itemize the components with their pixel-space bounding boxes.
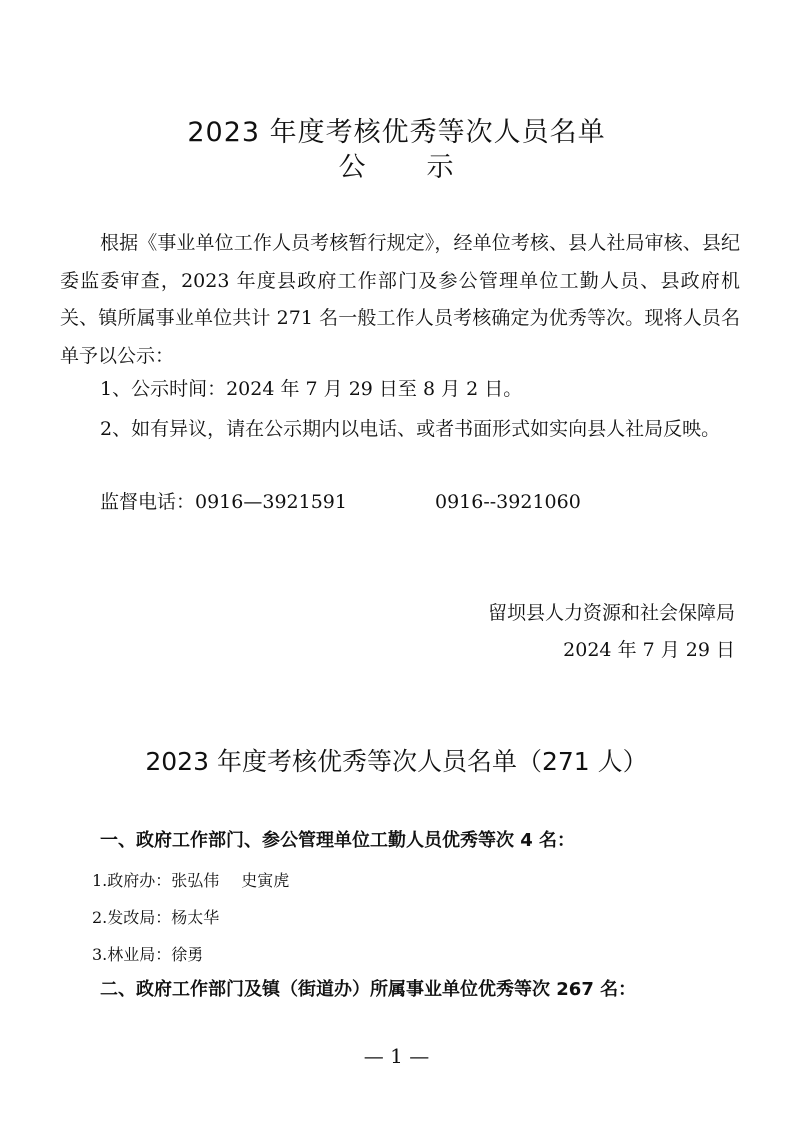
list-title: 2023 年度考核优秀等次人员名单（271 人） bbox=[145, 747, 648, 776]
section-1-heading: 一、政府工作部门、参公管理单位工勤人员优秀等次 4 名： bbox=[100, 830, 576, 851]
notice-subtitle bbox=[0, 145, 793, 184]
page-number: — 1 — bbox=[363, 1044, 430, 1068]
notice-item-publicity-period: 1、公示时间：2024 年 7 月 29 日至 8 月 2 日。 bbox=[100, 378, 523, 400]
notice-body-paragraph: 根据《事业单位工作人员考核暂行规定》，经单位考核、县人社局审核、县纪委监委审查，2023 年度县政府工作部门及参公管理单位工勤人员、县政府机关、镇所属事业单位共计 271 名一般工作人员考核确定为优秀等次。现将人员名单予以公示： bbox=[60, 232, 740, 367]
supervision-hotline bbox=[100, 487, 581, 514]
list-item-name: 张弘伟 bbox=[171, 871, 220, 890]
list-item bbox=[92, 868, 289, 891]
issue-date: 2024 年 7 月 29 日 bbox=[563, 639, 735, 661]
notice-subtitle-char-2: 示 bbox=[426, 152, 455, 183]
list-item-unit: 3.林业局： bbox=[92, 945, 172, 964]
section-2-heading: 二、政府工作部门及镇（街道办）所属事业单位优秀等次 267 名： bbox=[100, 979, 637, 1000]
notice-subtitle-char-1: 公 bbox=[338, 152, 367, 183]
issuing-authority: 留坝县人力资源和社会保障局 bbox=[487, 602, 735, 624]
list-item bbox=[92, 905, 219, 928]
list-item bbox=[92, 942, 203, 965]
supervision-hotline-phone-1: 监督电话：0916—3921591 bbox=[100, 491, 347, 513]
list-item-name: 徐勇 bbox=[171, 945, 204, 964]
supervision-hotline-phone-2: 0916--3921060 bbox=[434, 491, 581, 513]
list-item-name: 杨太华 bbox=[171, 908, 220, 927]
notice-title: 2023 年度考核优秀等次人员名单 bbox=[187, 117, 606, 148]
list-item-unit: 1.政府办： bbox=[92, 871, 172, 890]
notice-item-objection: 2、如有异议，请在公示期内以电话、或者书面形式如实向县人社局反映。 bbox=[100, 418, 721, 440]
list-item-name: 史寅虎 bbox=[241, 871, 290, 890]
list-item-unit: 2.发改局： bbox=[92, 908, 172, 927]
